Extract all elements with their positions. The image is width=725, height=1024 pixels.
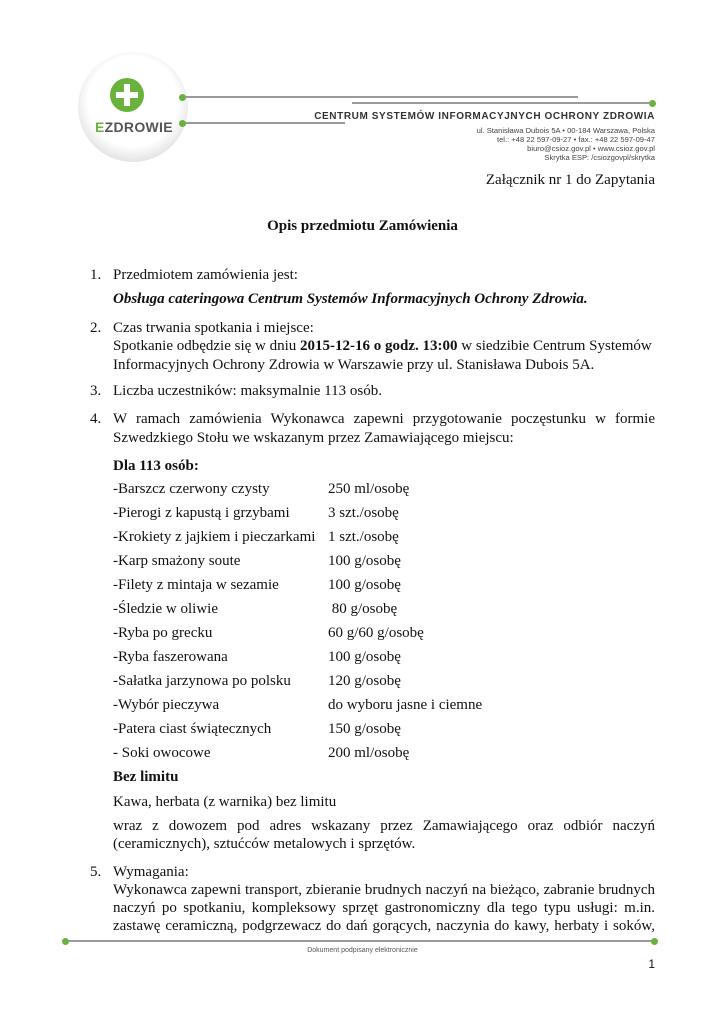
menu-item-name: -Ryba faszerowana bbox=[113, 649, 228, 665]
item-4-line-2: Szwedzkiego Stołu we wskazanym przez Zamawiającego miejscu: bbox=[113, 430, 514, 446]
medical-cross-icon bbox=[110, 78, 144, 112]
menu-item-name: -Karp smażony soute bbox=[113, 553, 241, 569]
page-title: Opis przedmiotu Zamówienia bbox=[267, 218, 458, 234]
menu-item-amount: 120 g/osobę bbox=[328, 673, 401, 689]
item-2-location-line: Informacyjnych Ochrony Zdrowia w Warszawie przy ul. Stanisława Dubois 5A. bbox=[113, 357, 595, 373]
menu-item-name: -Barszcz czerwony czysty bbox=[113, 481, 270, 497]
page-number: 1 bbox=[648, 957, 655, 971]
item-2-text: Czas trwania spotkania i miejsce: bbox=[113, 320, 314, 336]
item-2-date-line: Spotkanie odbędzie się w dniu 2015-12-16 o godz. 13:00 w siedzibie Centrum Systemów bbox=[113, 338, 652, 354]
phone-line: tel.: +48 22 597-09-27 • fax.: +48 22 597-09-47 bbox=[496, 135, 655, 144]
no-limit-text: Kawa, herbata (z warnika) bez limitu bbox=[113, 794, 337, 810]
item-1-subject: Obsługa cateringowa Centrum Systemów Informacyjnych Ochrony Zdrowia. bbox=[113, 291, 588, 307]
footer-line bbox=[68, 940, 653, 942]
menu-item-name: -Sałatka jarzynowa po polsku bbox=[113, 673, 291, 689]
item-5-number: 5. bbox=[90, 864, 102, 880]
menu-item-name: - Soki owocowe bbox=[113, 745, 211, 761]
menu-item-amount: 100 g/osobę bbox=[328, 553, 401, 569]
menu-item-amount: 250 ml/osobę bbox=[328, 481, 410, 497]
menu-item-amount: do wyboru jasne i ciemne bbox=[328, 697, 483, 713]
item-1-text: Przedmiotem zamówienia jest: bbox=[113, 267, 298, 283]
item-1-number: 1. bbox=[90, 267, 102, 283]
organization-name: CENTRUM SYSTEMÓW INFORMACYJNYCH OCHRONY ZDROWIA bbox=[314, 111, 655, 122]
item-3-number: 3. bbox=[90, 383, 102, 399]
menu-item-amount: 60 g/60 g/osobę bbox=[328, 625, 424, 641]
menu-item-name: -Ryba po grecku bbox=[113, 625, 213, 641]
menu-item-amount: 200 ml/osobę bbox=[328, 745, 410, 761]
menu-item-amount: 100 g/osobę bbox=[328, 649, 401, 665]
menu-item-name: -Filety z mintaja w sezamie bbox=[113, 577, 279, 593]
esp-line: Skrytka ESP: /csiozgovpl/skrytka bbox=[544, 153, 655, 162]
item-2-number: 2. bbox=[90, 320, 102, 336]
signed-electronically-note: Dokument podpisany elektronicznie bbox=[307, 947, 418, 954]
line-end-dot bbox=[651, 938, 658, 945]
menu-item-name: -Patera ciast świątecznych bbox=[113, 721, 272, 737]
menu-item-amount: 80 g/osobę bbox=[328, 601, 398, 617]
header-line-main bbox=[352, 102, 650, 104]
item-5-text: Wymagania: bbox=[113, 864, 189, 880]
no-limit-heading: Bez limitu bbox=[113, 769, 179, 785]
email-line: biuro@csioz.gov.pl • www.csioz.gov.pl bbox=[527, 144, 655, 153]
line-end-dot bbox=[649, 100, 656, 107]
item-5-line-2: naczyń po spotkaniu, kompleksowy sprzęt gastronomiczny dla tego typu usługi: m.in. bbox=[113, 900, 655, 916]
delivery-line-2: (ceramicznych), sztućców metalowych i sprzętów. bbox=[113, 836, 416, 852]
menu-heading: Dla 113 osób: bbox=[113, 458, 199, 474]
item-5-line-1: Wykonawca zapewni transport, zbieranie brudnych naczyń na bieżąco, zabranie brudnych bbox=[113, 882, 655, 898]
delivery-line-1: wraz z dowozem pod adres wskazany przez Zamawiającego oraz odbiór naczyń bbox=[113, 818, 655, 834]
item-4-line-1: W ramach zamówienia Wykonawca zapewni przygotowanie poczęstunku w formie bbox=[113, 411, 655, 427]
menu-item-name: -Wybór pieczywa bbox=[113, 697, 220, 713]
menu-item-amount: 1 szt./osobę bbox=[328, 529, 399, 545]
menu-item-amount: 100 g/osobę bbox=[328, 577, 401, 593]
attachment-label: Załącznik nr 1 do Zapytania bbox=[485, 172, 655, 188]
item-3-text: Liczba uczestników: maksymalnie 113 osób. bbox=[113, 383, 382, 399]
header-line-lower bbox=[185, 122, 345, 124]
header-line-top bbox=[185, 96, 578, 98]
menu-item-name: -Śledzie w oliwie bbox=[113, 601, 218, 617]
logo-text: EZDROWIE bbox=[95, 119, 173, 135]
line-end-dot bbox=[179, 120, 186, 127]
address-line: ul. Stanisława Dubois 5A • 00-184 Warszawa, Polska bbox=[476, 126, 655, 135]
menu-item-amount: 3 szt./osobę bbox=[328, 505, 399, 521]
item-4-number: 4. bbox=[90, 411, 102, 427]
item-5-line-3: zastawę ceramiczną, podgrzewacz do dań gorących, naczynia do kawy, herbaty i soków, bbox=[113, 918, 655, 934]
menu-item-name: -Krokiety z jajkiem i pieczarkami bbox=[113, 529, 316, 545]
menu-item-amount: 150 g/osobę bbox=[328, 721, 401, 737]
menu-item-name: -Pierogi z kapustą i grzybami bbox=[113, 505, 290, 521]
